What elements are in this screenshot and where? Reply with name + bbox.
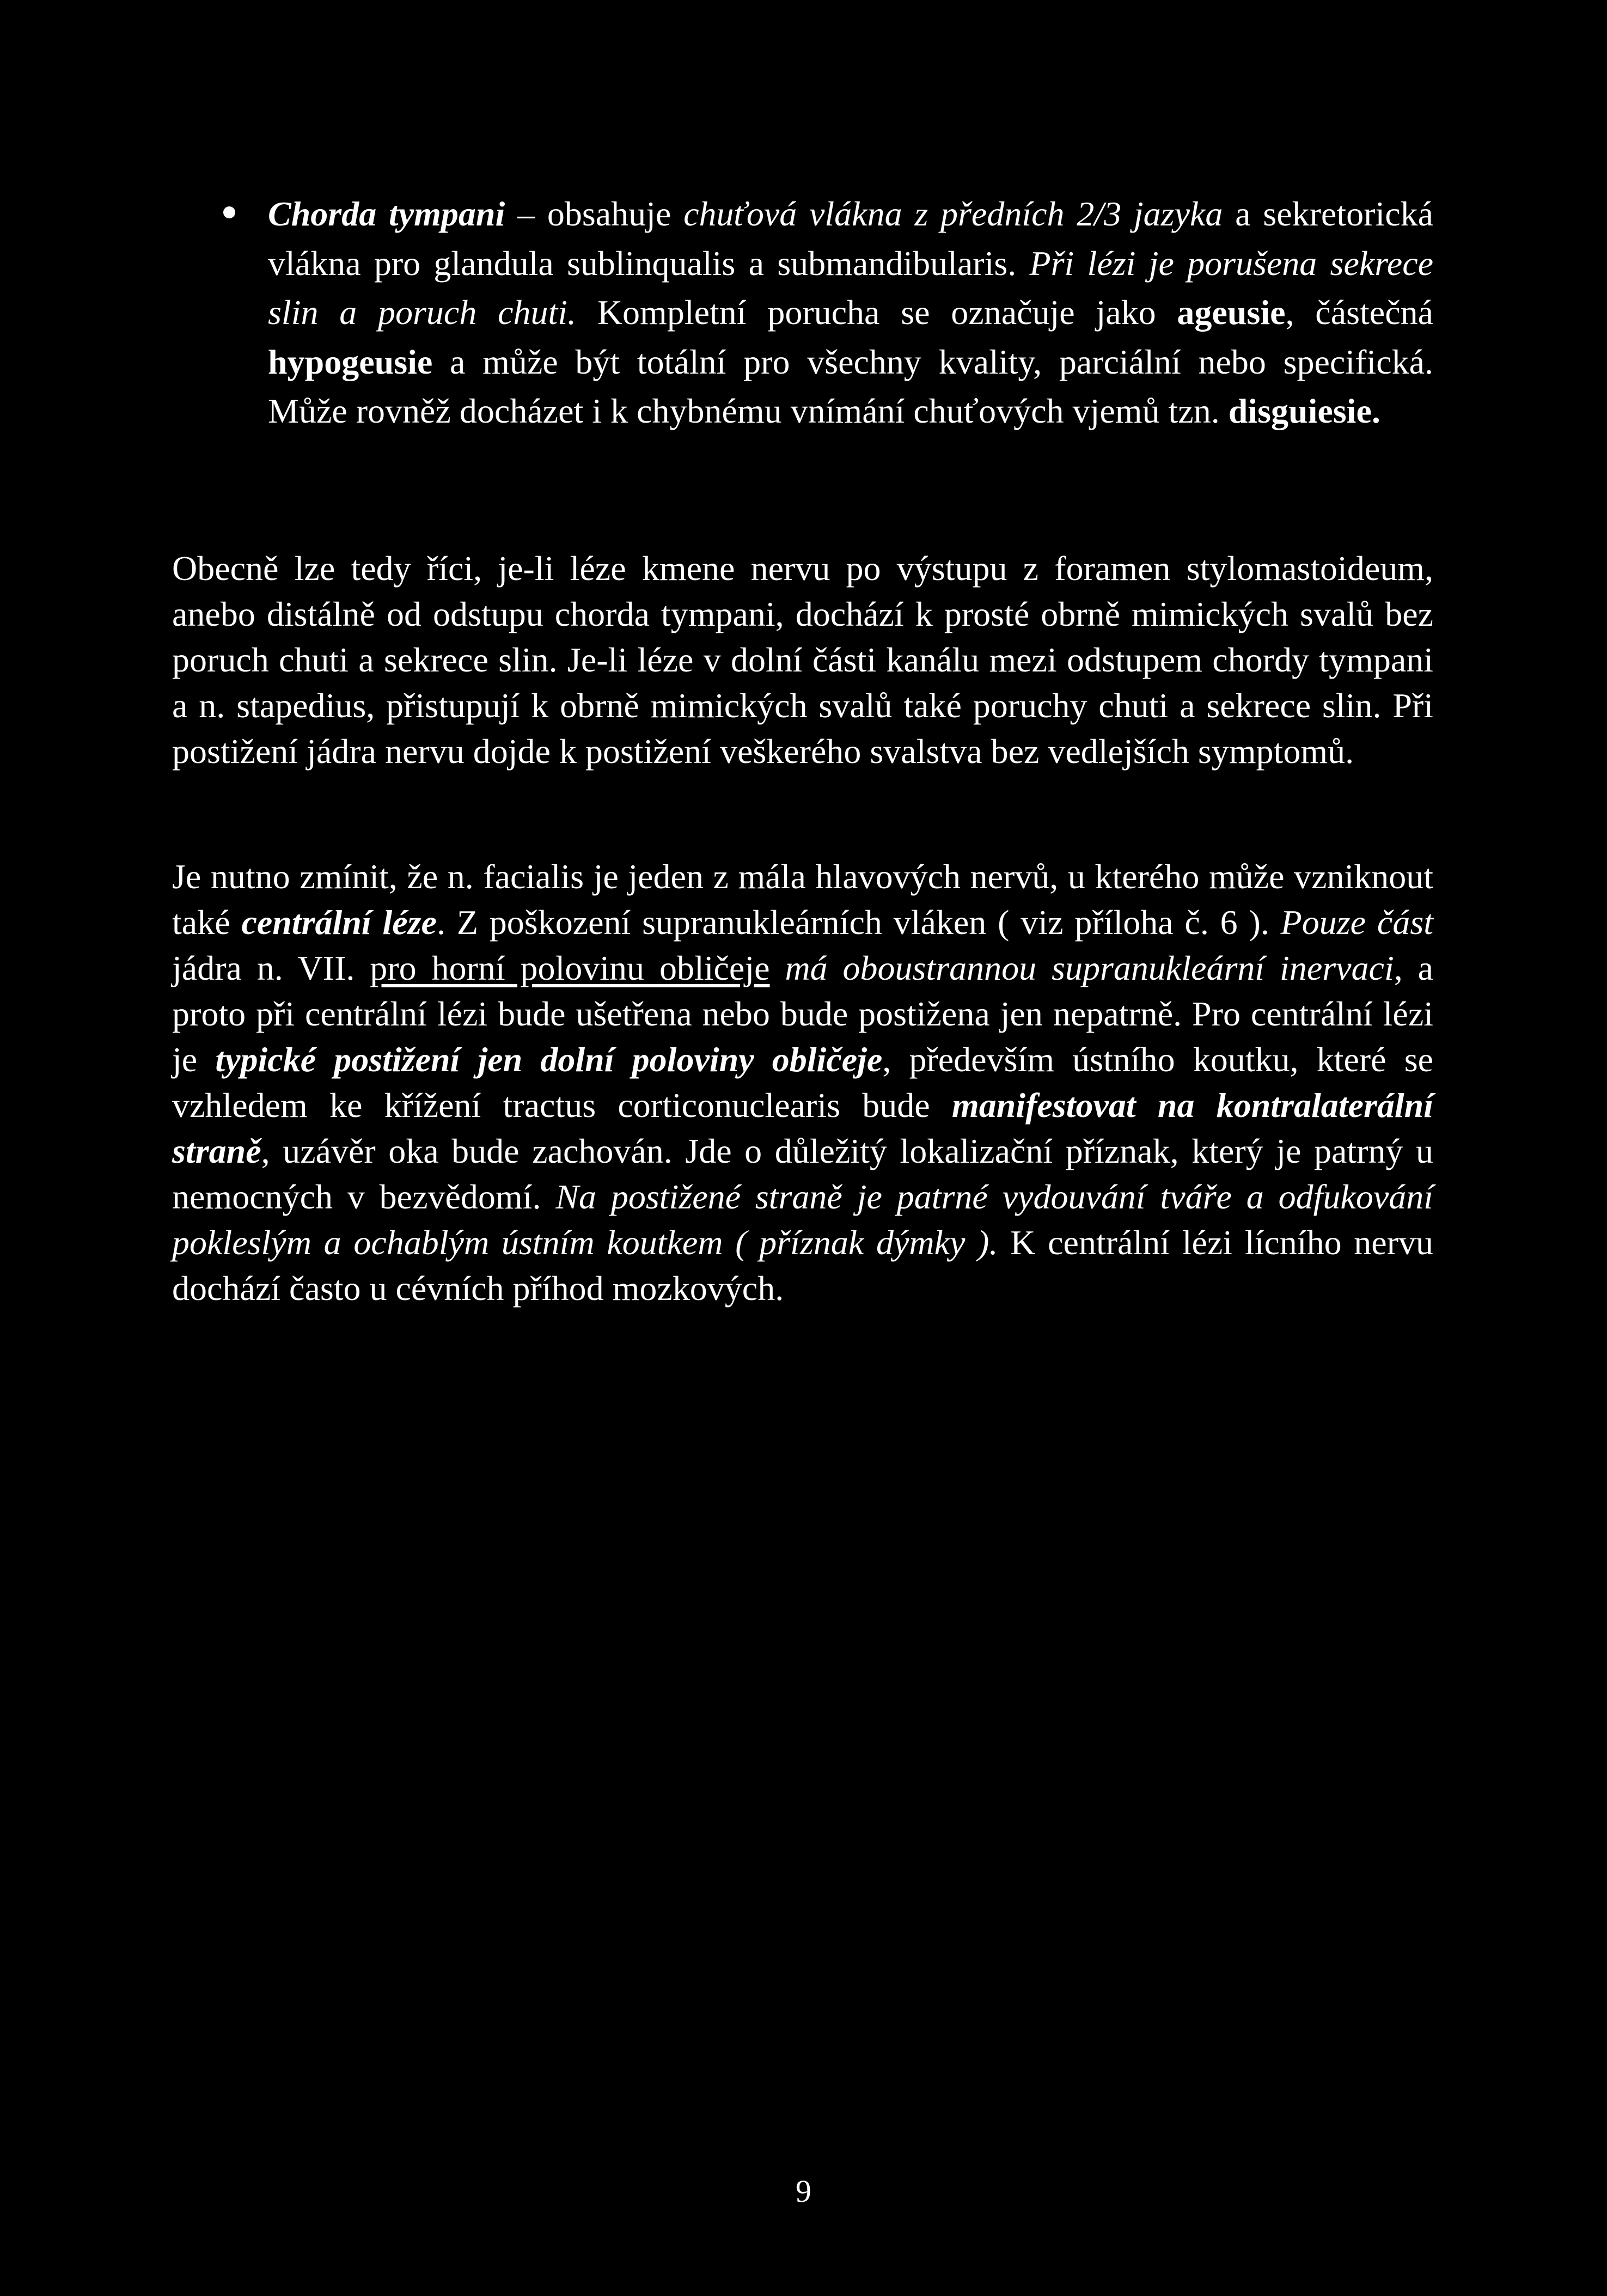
ageusie-term: ageusie bbox=[1177, 293, 1286, 332]
paragraph-lesion-summary: Obecně lze tedy říci, je-li léze kmene nervu po výstupu z foramen stylomastoideum, anebo distálně od odstupu chorda tympani, dochází k prosté obrně mimických svalů bez poruch chuti a sekrece slin. Je-li léze v dolní části kanálu mezi odstupem chordy tympani a n. stapedius, přistupují k obrně mimických svalů také poruchy chuti a sekrece slin. Při postižení jádra nervu dojde k postižení veškerého svalstva bez vedlejších symptomů. bbox=[172, 549, 1433, 771]
para2-text-2: . Z poškození supranukleárních vláken ( viz příloha č. 6 ). bbox=[437, 903, 1281, 942]
contralateral-text: manifestovat na kontralaterální straně bbox=[172, 1086, 1434, 1170]
para2-text-6: , především ústního koutku, které se vzhledem ke křížení tractus corticonuclearis bude bbox=[172, 1040, 1434, 1125]
bullet-dot-icon bbox=[223, 206, 235, 218]
para2-text-5: , a proto při centrální lézi bude ušetřena nebo bude postižena jen nepatrně. Pro centrální lézi je bbox=[172, 949, 1434, 1079]
bullet-dash: – obsahuje bbox=[505, 194, 684, 233]
para2-text-7: , uzávěr oka bude zachován. Jde o důležitý lokalizační příznak, který je patrný u nemocných v bezvědomí. bbox=[172, 1132, 1433, 1216]
paragraph-central-lesion bbox=[172, 854, 1433, 1311]
para2-text-4 bbox=[770, 949, 785, 987]
taste-fibers-text: chuťová vlákna z předních 2/3 jazyka bbox=[683, 194, 1223, 233]
central-lesion-term: centrální léze bbox=[241, 903, 437, 942]
bilateral-innervation-text: má oboustrannou supranukleární inervaci bbox=[785, 949, 1394, 987]
typical-lesion-text: typické postižení jen dolní poloviny obličeje bbox=[215, 1040, 883, 1079]
pipe-sign-text: Na postižené straně je patrné vydouvání tváře a odfukování pokleslým a ochablým ústním koutkem ( příznak dýmky ). bbox=[172, 1177, 1434, 1262]
bullet-text-1: a sekretorická vlákna pro glandula sublinqualis a submandibularis. bbox=[268, 194, 1434, 283]
para2-text-8: K centrální lézi lícního nervu dochází často u cévních příhod mozkových. bbox=[172, 1223, 1434, 1308]
para2-text-3: jádra n. VII. bbox=[172, 949, 370, 987]
bullet-text-3: , částečná bbox=[1285, 293, 1433, 332]
para2-text-1: Je nutno zmínit, že n. facialis je jeden z mála hlavových nervů, u kterého může vzniknout také bbox=[172, 857, 1433, 942]
only-part-text: Pouze část bbox=[1280, 903, 1434, 942]
upper-half-text: pro horní polovinu obličeje bbox=[370, 949, 770, 987]
page-number: 9 bbox=[796, 2173, 811, 2209]
disguiesie-term: disguiesie. bbox=[1228, 392, 1380, 430]
bullet-text-4: a může být totální pro všechny kvality, parciální nebo specifická. Může rovněž docházet i k chybnému vnímání chuťových vjemů tzn. bbox=[268, 342, 1433, 430]
hypogeusie-term: hypogeusie bbox=[268, 342, 433, 381]
chorda-tympani-bullet bbox=[268, 190, 1433, 436]
bullet-text-2: Kompletní porucha se označuje jako bbox=[576, 293, 1177, 332]
bullet-term: Chorda tympani bbox=[268, 194, 505, 233]
lesion-text: Při lézi je porušena sekrece slin a poruch chuti. bbox=[268, 243, 1434, 332]
